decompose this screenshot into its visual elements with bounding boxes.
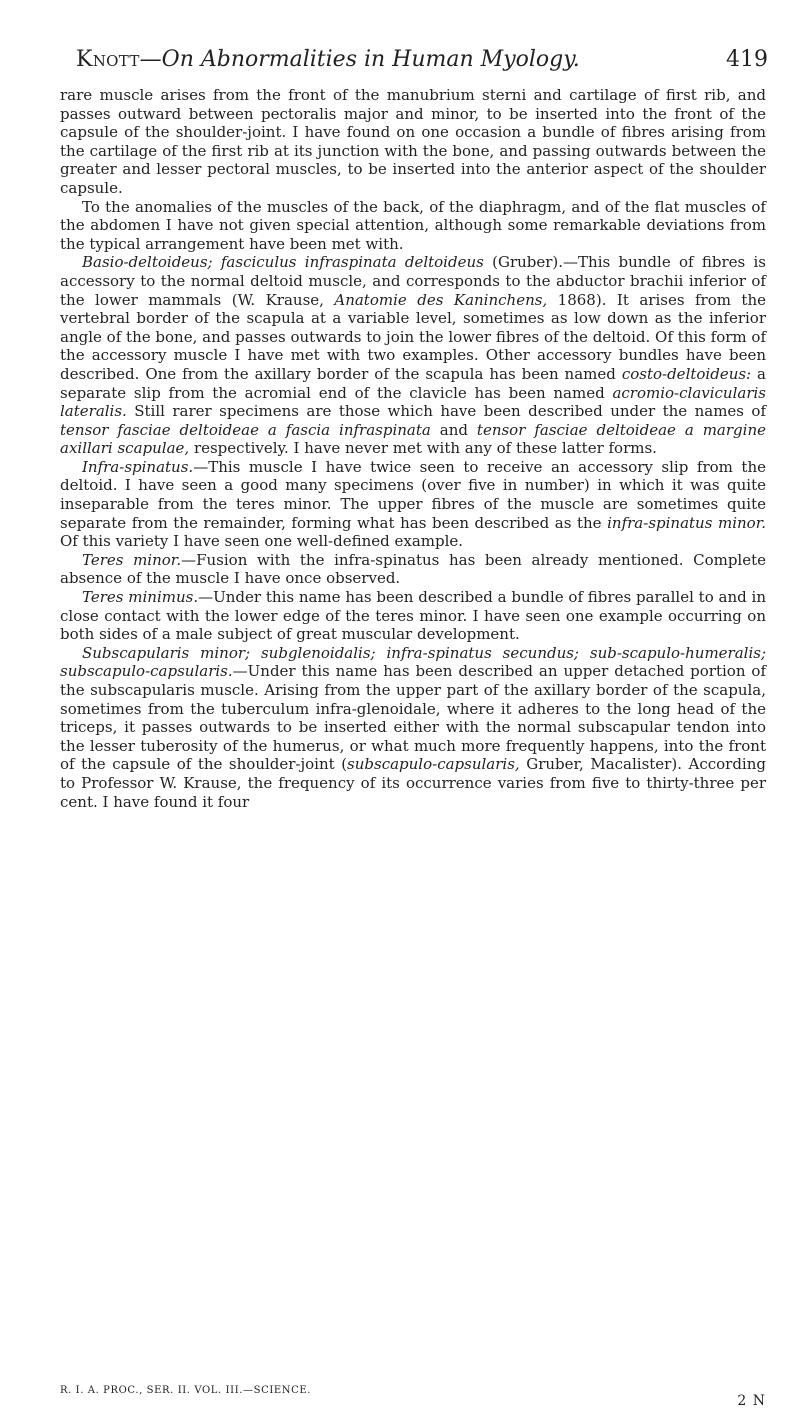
italic-run: Infra-spinatus. bbox=[82, 457, 194, 476]
text-run: rare muscle arises from the front of the manubrium sterni and cartilage of first rib, and passes outward between pectoralis major and minor, to be inserted into the front of the capsule of the shoulder-joint. I have found on one occasion a bundle of fibres arising from the cartilage of the first rib at its junction with the bone, and passing outwards between the greater and lesser pectoral muscles, to be inserted into the anterior aspect of the shoulder capsule. bbox=[60, 86, 766, 197]
text-run: Gruber, Macalister). According to Professor W. Krause, the frequency of its occurrence varies from five to thirty-three per cent. I have found it four bbox=[60, 755, 766, 811]
paragraph bbox=[60, 551, 766, 588]
text-run: respectively. I have never met with any of these latter forms. bbox=[189, 439, 657, 458]
footer-series: R. I. A. PROC., SER. II. VOL. III.—SCIENCE. bbox=[60, 1385, 312, 1396]
italic-run: Teres minor. bbox=[82, 550, 182, 569]
text-run: Still rarer specimens are those which have been described under the names of bbox=[126, 402, 766, 421]
text-run: —Under this name has been described an upper detached portion of the subscapularis muscle. Arising from the upper part of the axillary border of the scapula, sometimes from the tuberculum infra-glenoidale, where it adheres to the long head of the triceps, it passes outwards to be inserted either with the normal subscapular tendon into the lesser tuberosity of the humerus, or what much more frequently happens, into the front of the capsule of the shoulder-joint ( bbox=[60, 662, 766, 774]
italic-run: Subscapularis minor; subglenoidalis; infra-spinatus secundus; sub-scapulo-humeralis; subscapulo-capsularis. bbox=[60, 643, 766, 681]
italic-run: infra-spinatus minor. bbox=[607, 513, 766, 532]
running-head-title: On Abnormalities in Human Myology. bbox=[161, 47, 580, 72]
paragraph bbox=[60, 458, 766, 551]
text-run: —Fusion with the infra-spinatus has been already mentioned. Complete absence of the muscle I have once observed. bbox=[60, 550, 767, 588]
italic-run: tensor fasciae deltoideae a fascia infraspinata bbox=[60, 420, 431, 439]
text-run: Of this variety I have seen one well-defined example. bbox=[60, 532, 464, 551]
signature-mark: 2 N bbox=[737, 1393, 766, 1409]
paragraph bbox=[60, 644, 766, 811]
paragraph bbox=[60, 198, 766, 254]
body-text bbox=[60, 86, 766, 811]
italic-run: tensor fasciae deltoideae a margine axillari scapulae, bbox=[60, 420, 766, 458]
text-run: To the anomalies of the muscles of the back, of the diaphragm, and of the flat muscles of the abdomen I have not given special attention, although some remarkable deviations from the typical arrangement have been met with. bbox=[60, 197, 766, 253]
paragraph bbox=[60, 253, 766, 458]
italic-run: Anatomie des Kaninchens, bbox=[334, 290, 548, 309]
text-run: 1868). It arises from the vertebral border of the scapula at a variable level, sometimes as low down as the inferior angle of the bone, and passes outwards to join the lower fibres of the deltoid. Of this form of the accessory muscle I have met with two examples. Other accessory bundles have been described. One from the axillary border of the scapula has been named bbox=[60, 290, 766, 383]
running-head-author: Knott bbox=[76, 47, 140, 72]
paragraph bbox=[60, 588, 766, 644]
text-run: —Under this name has been described a bundle of fibres parallel to and in close contact with the lower edge of the teres minor. I have seen one example occurring on both sides of a male subject of great muscular development. bbox=[60, 588, 766, 644]
italic-run: Basio-deltoideus; fasciculus infraspinata deltoideus bbox=[82, 253, 484, 272]
italic-run: acromio-clavicularis lateralis. bbox=[60, 383, 766, 421]
text-run: and bbox=[430, 420, 477, 439]
italic-run: costo-deltoideus: bbox=[621, 364, 752, 383]
paragraph bbox=[60, 86, 766, 198]
running-head bbox=[76, 46, 772, 74]
text-run: (Gruber).—This bundle of fibres is accessory to the normal deltoid muscle, and corresponds to the abductor brachii inferior of the lower mammals (W. Krause, bbox=[60, 253, 766, 309]
text-run: —This muscle I have twice seen to receive an accessory slip from the deltoid. I have seen a good many specimens (over five in number) in which it was quite inseparable from the teres minor. The upper fibres of the muscle are sometimes quite separate from the remainder, forming what has been described as the bbox=[60, 457, 766, 532]
running-head-separator: — bbox=[139, 47, 162, 72]
italic-run: Teres minimus. bbox=[82, 588, 199, 607]
page-footer bbox=[60, 1384, 766, 1409]
page-number: 419 bbox=[726, 47, 768, 72]
italic-run: subscapulo-capsularis, bbox=[347, 755, 520, 774]
text-run: a separate slip from the acromial end of the clavicle has been named bbox=[60, 364, 767, 402]
